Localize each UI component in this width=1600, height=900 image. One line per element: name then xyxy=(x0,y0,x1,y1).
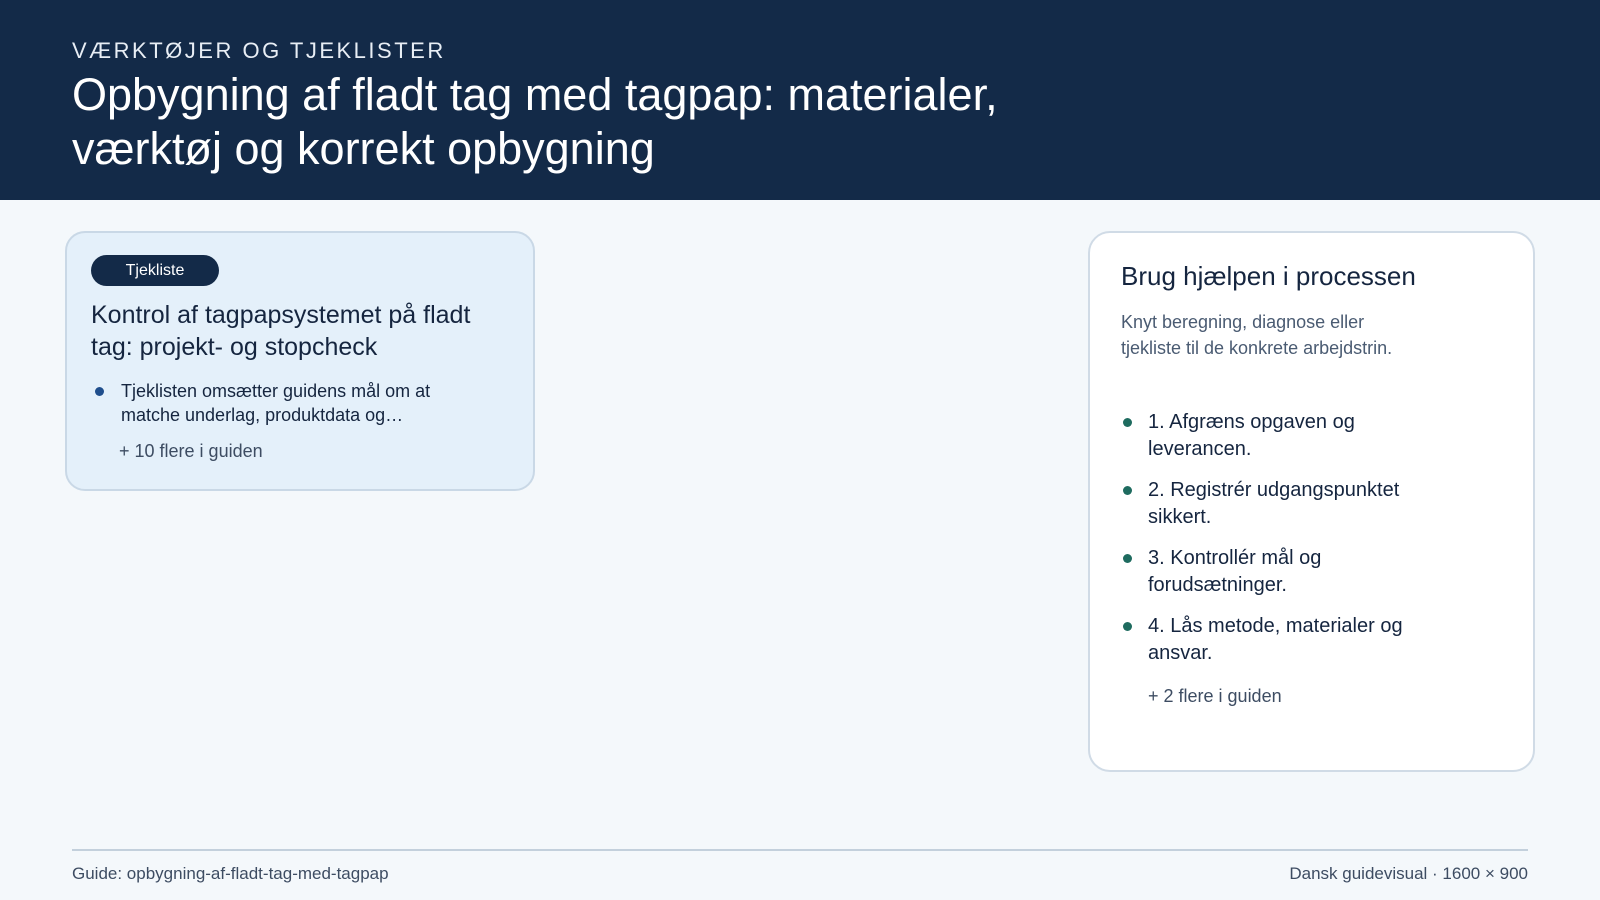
footer-divider xyxy=(72,849,1528,851)
bullet-dot-icon xyxy=(1123,622,1132,631)
process-title: Brug hjælpen i processen xyxy=(1121,261,1416,291)
process-steps xyxy=(1123,409,1443,681)
checklist-bullet-text: Tjeklisten omsætter guidens mål om at matche underlag, produktdata og… xyxy=(121,381,431,425)
bullet-dot-icon xyxy=(1123,554,1132,563)
process-subtitle: Knyt beregning, diagnose eller tjekliste til de konkrete arbejdstrin. xyxy=(1121,312,1393,358)
checklist-card[interactable] xyxy=(65,231,535,491)
section-eyebrow: VÆRKTØJER OG TJEKLISTER xyxy=(72,38,446,63)
process-step-text: 3. Kontrollér mål og forudsætninger. xyxy=(1148,547,1322,596)
bullet-dot-icon xyxy=(1123,486,1132,495)
bullet-dot-icon xyxy=(1123,418,1132,427)
page-header xyxy=(0,0,1600,200)
process-step xyxy=(1123,545,1443,599)
process-more-link[interactable]: + 2 flere i guiden xyxy=(1148,686,1282,706)
process-step xyxy=(1123,477,1443,531)
page-title: Opbygning af fladt tag med tagpap: materialer, værktøj og korrekt opbygning xyxy=(72,69,998,174)
process-step-text: 4. Lås metode, materialer og ansvar. xyxy=(1148,615,1403,664)
process-step-text: 2. Registrér udgangspunktet sikkert. xyxy=(1148,479,1400,528)
process-step-text: 1. Afgræns opgaven og leverancen. xyxy=(1148,411,1355,460)
footer-meta: Dansk guidevisual · 1600 × 900 xyxy=(1289,864,1528,883)
checklist-bullet xyxy=(95,379,475,427)
checklist-badge: Tjekliste xyxy=(91,255,219,286)
bullet-dot-icon xyxy=(95,387,104,396)
process-step xyxy=(1123,409,1443,463)
process-step xyxy=(1123,613,1443,667)
process-card xyxy=(1088,231,1535,772)
checklist-more-link[interactable]: + 10 flere i guiden xyxy=(119,441,263,461)
footer-guide-slug: Guide: opbygning-af-fladt-tag-med-tagpap xyxy=(72,864,389,883)
checklist-title: Kontrol af tagpapsystemet på fladt tag: projekt- og stopcheck xyxy=(91,301,471,361)
